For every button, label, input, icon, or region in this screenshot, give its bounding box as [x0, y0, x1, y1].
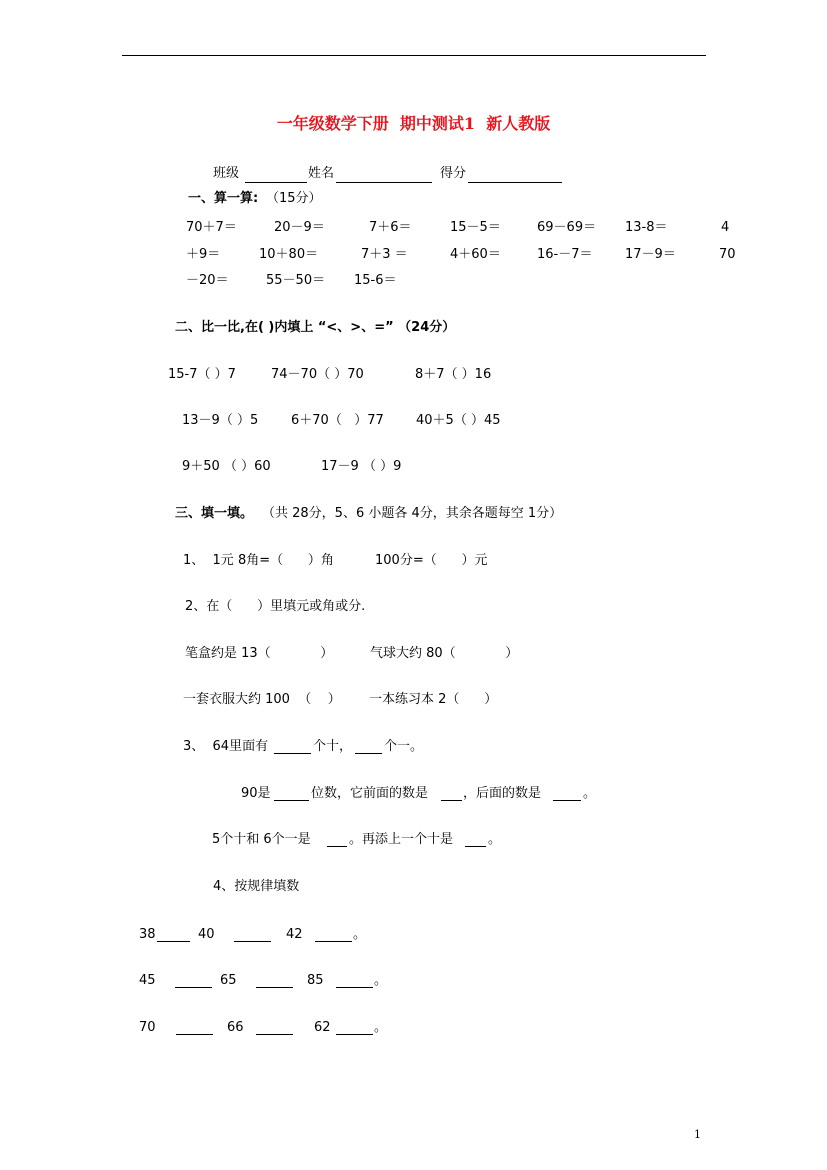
section-3-note: （共 28分，5、6 小题各 4分，其余各题每空 1分） [262, 506, 563, 521]
problem: 16-－7＝ [537, 247, 593, 262]
answer-blank[interactable] [355, 740, 382, 754]
class-blank[interactable] [245, 169, 307, 183]
question-3-text: 。 [583, 786, 597, 801]
sequence-number: 85 [307, 973, 324, 988]
answer-blank[interactable] [336, 1021, 373, 1035]
sequence-number: 66 [227, 1020, 244, 1035]
compare-item: 17－9 （ ）9 [321, 459, 402, 474]
answer-blank[interactable] [234, 928, 271, 942]
sequence-number: 38 [139, 927, 156, 942]
answer-blank[interactable] [336, 974, 373, 988]
problem: 15－5＝ [450, 220, 501, 235]
question-2-item: 气球大约 80（ ） [370, 646, 519, 661]
question-2: 2、在（ ）里填元或角或分. [185, 599, 366, 614]
problem: 55－50＝ [266, 273, 326, 288]
problem: 15-6＝ [354, 273, 397, 288]
problem: 7＋3 ＝ [361, 247, 408, 262]
compare-item: 40＋5（ ）45 [416, 413, 501, 428]
answer-blank[interactable] [315, 928, 352, 942]
sequence-end: 。 [374, 1020, 388, 1035]
score-label: 得分 [440, 166, 467, 181]
answer-blank[interactable] [256, 974, 293, 988]
sequence-number: 70 [139, 1020, 156, 1035]
answer-blank[interactable] [274, 787, 309, 801]
answer-blank[interactable] [256, 1021, 293, 1035]
question-3-text: 90是 [241, 786, 271, 801]
problem: －20＝ [186, 273, 229, 288]
question-2-item: 笔盒约是 13（ ） [185, 646, 334, 661]
sequence-number: 42 [286, 927, 303, 942]
section-3-heading: 三、填一填。 [175, 506, 254, 521]
problem: ＋9＝ [186, 247, 221, 262]
compare-item: 13－9（ ）5 [182, 413, 259, 428]
compare-item: 6＋70（ ）77 [291, 413, 384, 428]
problem: 70＋7＝ [186, 220, 237, 235]
section-1-points: （15分） [266, 191, 322, 206]
answer-blank[interactable] [274, 740, 311, 754]
sequence-number: 65 [220, 973, 237, 988]
answer-blank[interactable] [327, 833, 347, 847]
problem: 10＋80＝ [259, 247, 319, 262]
question-2-item: 一套衣服大约 100 （ ） [183, 692, 341, 707]
problem: 4 [721, 220, 730, 235]
page-number: 1 [694, 1128, 701, 1141]
page-title: 一年级数学下册 期中测试1 新人教版 [276, 114, 551, 133]
sequence-end: 。 [374, 973, 388, 988]
sequence-number: 40 [198, 927, 215, 942]
question-3-text: ，后面的数是 [463, 786, 542, 801]
answer-blank[interactable] [465, 833, 486, 847]
question-4: 4、按规律填数 [213, 879, 300, 894]
problem: 13-8＝ [625, 220, 668, 235]
answer-blank[interactable] [157, 928, 190, 942]
compare-item: 74－70（ ）70 [271, 367, 364, 382]
answer-blank[interactable] [553, 787, 581, 801]
question-2-item: 一本练习本 2（ ） [369, 692, 498, 707]
question-3-text: 个一。 [384, 739, 424, 754]
class-label: 班级 [213, 166, 240, 181]
problem: 20－9＝ [274, 220, 325, 235]
question-3-text: 。再添上一个十是 [349, 832, 454, 847]
problem: 17－9＝ [625, 247, 676, 262]
question-1: 1、 1元 8角=（ ）角 [183, 553, 334, 568]
sequence-number: 45 [139, 973, 156, 988]
question-3-text: 位数，它前面的数是 [311, 786, 429, 801]
sequence-number: 62 [314, 1020, 331, 1035]
answer-blank[interactable] [175, 974, 212, 988]
score-blank[interactable] [468, 169, 562, 183]
section-2-heading: 二、比一比,在( )内填上 “<、>、=” （24分） [175, 320, 456, 335]
name-label: 姓名 [308, 166, 335, 181]
question-1: 100分=（ ）元 [375, 553, 488, 568]
name-blank[interactable] [336, 169, 432, 183]
section-1-heading: 一、算一算: [188, 191, 259, 206]
compare-item: 9＋50 （ ）60 [182, 459, 271, 474]
answer-blank[interactable] [176, 1021, 213, 1035]
question-3-text: 5个十和 6个一是 [212, 832, 311, 847]
compare-item: 8＋7（ ）16 [415, 367, 492, 382]
problem: 7＋6＝ [369, 220, 412, 235]
question-3-text: 个十， [313, 739, 353, 754]
problem: 70 [719, 247, 736, 262]
problem: 69－69＝ [537, 220, 597, 235]
question-3-text: 3、 64里面有 [183, 739, 269, 754]
problem: 4＋60＝ [450, 247, 501, 262]
question-3-text: 。 [488, 832, 502, 847]
answer-blank[interactable] [441, 787, 462, 801]
header-rule [122, 55, 706, 56]
sequence-end: 。 [353, 927, 367, 942]
compare-item: 15-7（ ）7 [168, 367, 236, 382]
